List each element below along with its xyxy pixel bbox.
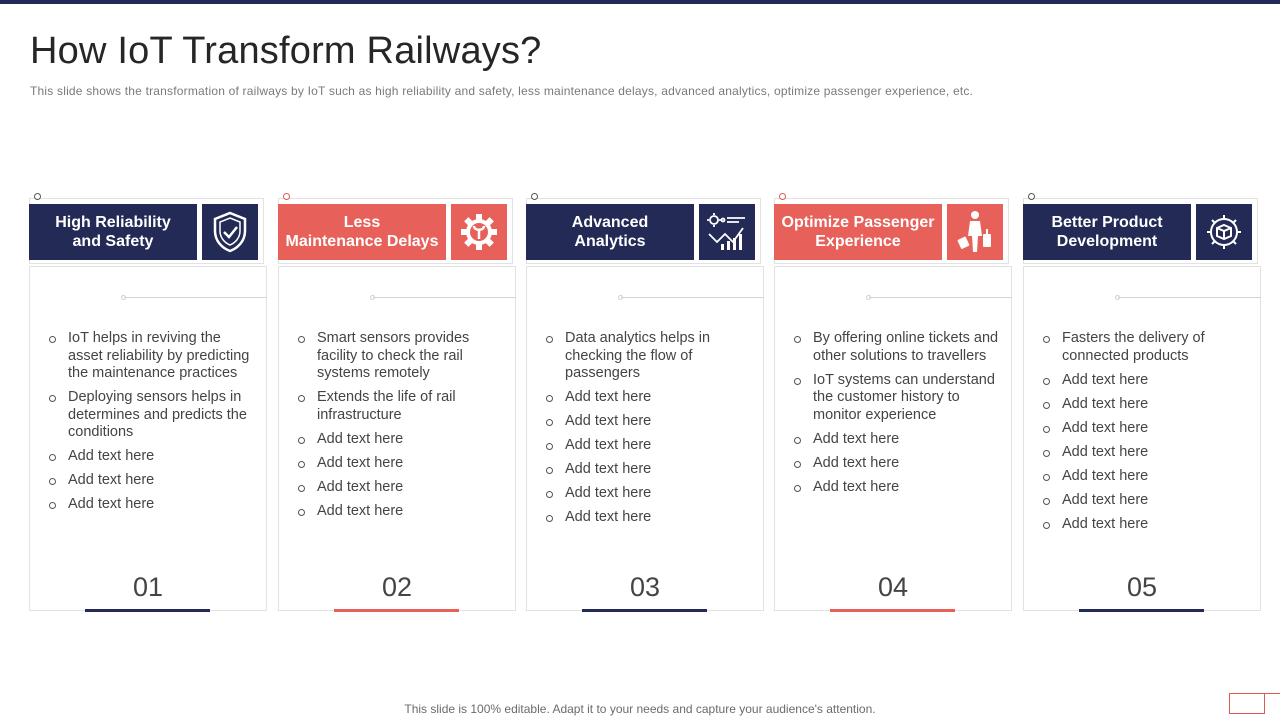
slide-subtitle: This slide shows the transformation of railways by IoT such as high reliability and safety, less maintenance delays, advanced analytics, optimize passenger experience, etc. — [30, 84, 974, 98]
number-underline — [830, 609, 955, 612]
list-item: Add text here — [546, 413, 756, 431]
analytics-chart-icon — [699, 204, 755, 260]
list-item: Add text here — [546, 485, 756, 503]
number-underline — [85, 609, 210, 612]
gear-wrench-icon — [451, 204, 507, 260]
number-underline — [334, 609, 459, 612]
list-item: Add text here — [794, 431, 1004, 449]
list-item: Add text here — [546, 437, 756, 455]
list-item: Add text here — [794, 479, 1004, 497]
list-item: Smart sensors provides facility to check the rail systems remotely — [298, 330, 508, 383]
list-item: Extends the life of rail infrastructure — [298, 389, 508, 424]
bullet-list — [298, 330, 508, 527]
column-number: 01 — [132, 572, 164, 602]
bullet-list — [1043, 330, 1253, 540]
list-item: Add text here — [1043, 420, 1253, 438]
product-gear-icon — [1196, 204, 1252, 260]
list-item: Deploying sensors helps in determines and predicts the conditions — [49, 389, 259, 442]
feature-column — [774, 190, 1014, 615]
list-item: Add text here — [298, 503, 508, 521]
corner-decoration-line — [1265, 693, 1280, 694]
column-number: 02 — [381, 572, 413, 602]
column-number: 03 — [629, 572, 661, 602]
list-item: Add text here — [546, 389, 756, 407]
column-header — [1023, 204, 1191, 260]
list-item: Data analytics helps in checking the flow of passengers — [546, 330, 756, 383]
list-item: Add text here — [1043, 492, 1253, 510]
list-item: Add text here — [49, 496, 259, 514]
list-item: By offering online tickets and other solutions to travellers — [794, 330, 1004, 365]
column-header — [774, 204, 942, 260]
shield-check-icon — [202, 204, 258, 260]
column-header — [29, 204, 197, 260]
list-item: Fasters the delivery of connected products — [1043, 330, 1253, 365]
bullet-list — [49, 330, 259, 520]
connector-line — [1118, 297, 1261, 298]
bullet-list — [794, 330, 1004, 503]
list-item: IoT systems can understand the customer history to monitor experience — [794, 372, 1004, 425]
column-number: 05 — [1126, 572, 1158, 602]
list-item: Add text here — [49, 448, 259, 466]
header-dot — [34, 193, 41, 200]
header-dot — [1028, 193, 1035, 200]
top-accent-bar — [0, 0, 1280, 4]
passenger-luggage-icon — [947, 204, 1003, 260]
list-item: IoT helps in reviving the asset reliability by predicting the maintenance practices — [49, 330, 259, 383]
corner-decoration — [1229, 693, 1265, 714]
list-item: Add text here — [1043, 516, 1253, 534]
list-item: Add text here — [794, 455, 1004, 473]
slide-title: How IoT Transform Railways? — [30, 30, 542, 72]
column-header — [526, 204, 694, 260]
header-dot — [779, 193, 786, 200]
connector-line — [621, 297, 764, 298]
column-number: 04 — [877, 572, 909, 602]
connector-line — [124, 297, 267, 298]
column-header-label: Better Product Development — [1051, 214, 1163, 250]
column-header-label: Less Maintenance Delays — [285, 214, 439, 250]
feature-column — [278, 190, 518, 615]
list-item: Add text here — [1043, 468, 1253, 486]
list-item: Add text here — [1043, 396, 1253, 414]
slide-footer: This slide is 100% editable. Adapt it to your needs and capture your audience's attention. — [404, 702, 876, 716]
connector-line — [373, 297, 516, 298]
column-header — [278, 204, 446, 260]
list-item: Add text here — [1043, 444, 1253, 462]
bullet-list — [546, 330, 756, 533]
column-header-label: Optimize Passenger Experience — [781, 214, 935, 250]
connector-line — [869, 297, 1012, 298]
feature-column — [526, 190, 766, 615]
list-item: Add text here — [298, 431, 508, 449]
list-item: Add text here — [546, 509, 756, 527]
column-header-label: Advanced Analytics — [571, 214, 649, 250]
feature-column — [1023, 190, 1263, 615]
feature-column — [29, 190, 269, 615]
number-underline — [582, 609, 707, 612]
header-dot — [283, 193, 290, 200]
list-item: Add text here — [49, 472, 259, 490]
list-item: Add text here — [298, 455, 508, 473]
header-dot — [531, 193, 538, 200]
column-header-label: High Reliability and Safety — [55, 214, 171, 250]
list-item: Add text here — [298, 479, 508, 497]
list-item: Add text here — [1043, 372, 1253, 390]
number-underline — [1079, 609, 1204, 612]
list-item: Add text here — [546, 461, 756, 479]
